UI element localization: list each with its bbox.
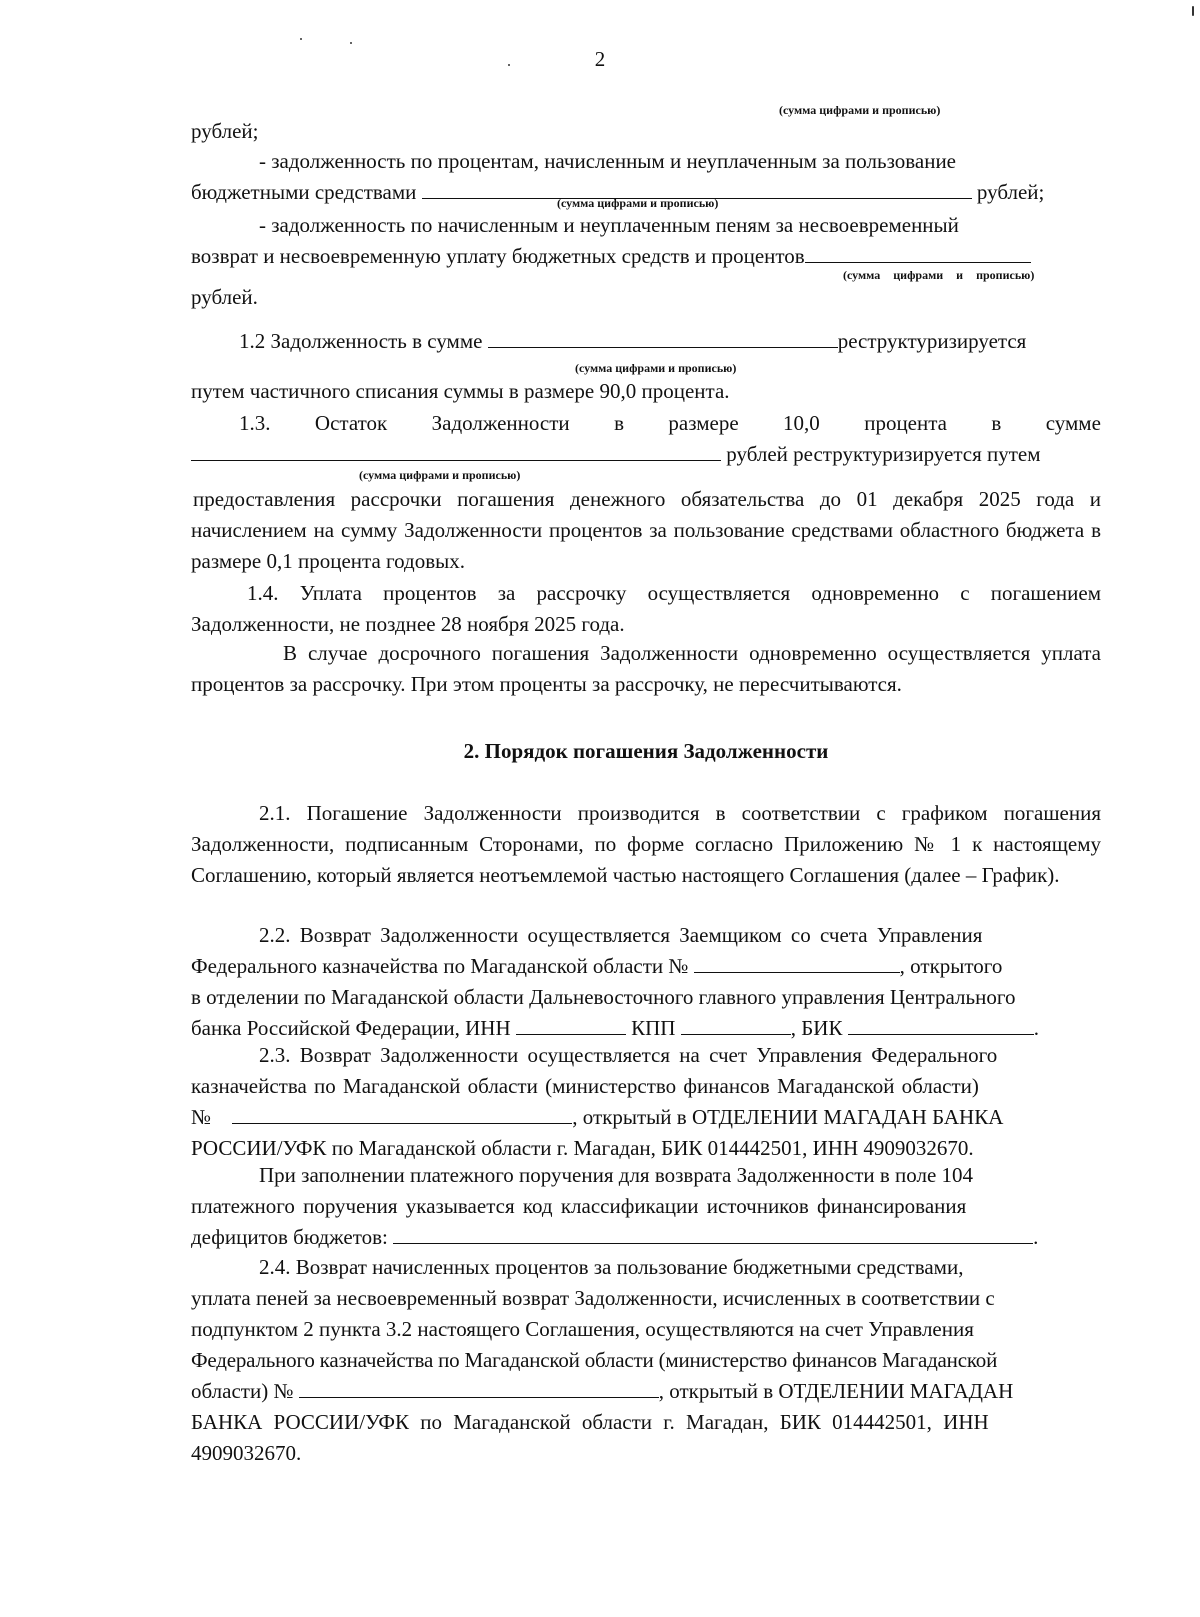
caption-sum: (сумма цифрами и прописью) <box>575 361 737 375</box>
text-fragment: рублей; <box>976 180 1045 204</box>
caption-sum: (сумма цифрами и прописью) <box>359 468 521 482</box>
paragraph-1-2 <box>191 326 1101 357</box>
blank-field <box>681 1014 791 1035</box>
text-line: в отделении по Магаданской области Дальневосточного главного управления Центрального <box>191 985 1016 1009</box>
paragraph-1-3-cont <box>191 484 1101 577</box>
blank-field <box>191 440 721 461</box>
paragraph-2-2 <box>191 920 1101 1044</box>
text-line: рублей. <box>191 285 258 309</box>
word: Задолженности <box>431 411 570 435</box>
blank-field <box>805 242 1031 263</box>
text-paragraph: В случае досрочного погашения Задолженности одновременно осуществляется уплата процентов за рассрочку. При этом проценты за рассрочку, не пересчитываются. <box>191 641 1101 696</box>
text-line: казначейства по Магаданской области (министерство финансов Магаданской области) <box>191 1074 979 1098</box>
text-fragment: реструктуризируется <box>837 329 1027 353</box>
blank-field <box>393 1223 1033 1244</box>
text-fragment: области) № <box>191 1379 294 1403</box>
text-fragment: , открытого <box>899 954 1003 978</box>
text-line: рублей; <box>191 119 259 143</box>
paragraph-2-1 <box>191 798 1101 891</box>
text-fragment: , открытый в ОТДЕЛЕНИИ МАГАДАН <box>658 1379 1014 1403</box>
text-line: подпунктом 2 пункта 3.2 настоящего Соглашения, осуществляются на счет Управления <box>191 1317 974 1341</box>
text-line: Федерального казначейства по Магаданской области (министерство финансов Магаданской <box>191 1348 998 1372</box>
text-line: БАНКА РОССИИ/УФК по Магаданской области г. Магадан, БИК 014442501, ИНН <box>191 1410 989 1434</box>
word: процента <box>864 411 947 435</box>
text-line: 2.2. Возврат Задолженности осуществляется Заемщиком со счета Управления <box>259 923 983 947</box>
page-number: 2 <box>594 47 606 71</box>
text-fragment: КПП <box>631 1016 676 1040</box>
paragraph-1-4-early <box>191 638 1101 700</box>
caption-sum: (сумма цифрами и прописью) <box>779 103 941 117</box>
text-line: уплата пеней за несвоевременный возврат Задолженности, исчисленных в соответствии с <box>191 1286 995 1310</box>
scan-speck <box>1192 6 1194 16</box>
text-paragraph: 2.1. Погашение Задолженности производится в соответствии с графиком погашения Задолженности, подписанным Сторонами, по форме согласно Приложению № 1 к настоящему Соглашению, который является неотъемлемой частью настоящего Соглашения (далее – График). <box>191 801 1101 887</box>
text-paragraph: предоставления рассрочки погашения денежного обязательства до 01 декабря 2025 года и начислением на сумму Задолженности процентов за пользование средствами областного бюджета в размере 0,1 процента годовых. <box>191 487 1101 573</box>
paragraph-2-3 <box>191 1040 1101 1164</box>
paragraph-1-2-cont <box>191 376 1101 407</box>
text-line <box>191 1102 1101 1133</box>
text-line <box>191 1376 1101 1407</box>
text-line <box>191 408 1101 439</box>
text-fragment: 1.2 Задолженность в сумме <box>239 329 483 353</box>
caption-sum: (сумма цифрами и прописью) <box>843 268 1035 282</box>
scan-speck <box>300 38 302 40</box>
text-line: платежного поручения указывается код классификации источников финансирования <box>191 1194 967 1218</box>
text-line <box>191 146 1101 177</box>
text-fragment: , БИК <box>790 1016 843 1040</box>
text-line: путем частичного списания суммы в размере 90,0 процента. <box>191 379 730 403</box>
blank-field <box>848 1014 1034 1035</box>
text-line: 2.4. Возврат начисленных процентов за пользование бюджетными средствами, <box>259 1255 964 1279</box>
paragraph-rubles-end <box>191 282 1101 313</box>
blank-field <box>488 327 838 348</box>
word: сумме <box>1045 411 1101 435</box>
text-line <box>191 1222 1101 1253</box>
paragraph-1-4 <box>191 578 1101 640</box>
word: 10,0 <box>783 411 820 435</box>
word: 1.3. <box>239 411 271 435</box>
text-fragment: дефицитов бюджетов: <box>191 1225 388 1249</box>
blank-field <box>694 952 900 973</box>
paragraph-payment-order <box>191 1160 1101 1253</box>
word: размере <box>668 411 739 435</box>
paragraph-2-4 <box>191 1252 1101 1469</box>
paragraph-1-3 <box>191 408 1101 470</box>
text-line <box>191 439 1101 470</box>
word: Остаток <box>314 411 388 435</box>
text-line: 2.3. Возврат Задолженности осуществляется на счет Управления Федерального <box>259 1043 998 1067</box>
text-fragment: . <box>1033 1225 1039 1249</box>
blank-field <box>299 1377 659 1398</box>
text-fragment: бюджетными средствами <box>191 180 417 204</box>
text-fragment: банка Российской Федерации, ИНН <box>191 1016 511 1040</box>
text-fragment: , открытый в ОТДЕЛЕНИИ МАГАДАН БАНКА <box>572 1105 1004 1129</box>
text-line: При заполнении платежного поручения для возврата Задолженности в поле 104 <box>259 1163 974 1187</box>
word: в <box>614 411 624 435</box>
section-title: 2. Порядок погашения Задолженности <box>463 739 829 763</box>
text-fragment: рублей реструктуризируется путем <box>726 442 1041 466</box>
text-line: 4909032670. <box>191 1441 302 1465</box>
text-line <box>191 951 1101 982</box>
caption-sum: (сумма цифрами и прописью) <box>557 196 719 210</box>
blank-field <box>516 1014 626 1035</box>
paragraph-penalty-debt <box>191 210 1101 272</box>
text-paragraph: 1.4. Уплата процентов за рассрочку осуществляется одновременно с погашением Задолженности, не позднее 28 ноября 2025 года. <box>191 581 1101 636</box>
text-fragment: возврат и несвоевременную уплату бюджетных средств и процентов <box>191 244 805 268</box>
text-line <box>191 326 1101 357</box>
text-fragment: Федерального казначейства по Магаданской области № <box>191 954 689 978</box>
text-line-content: - задолженность по процентам, начисленным и неуплаченным за пользование <box>259 149 956 173</box>
text-fragment: № <box>191 1105 212 1129</box>
blank-field <box>232 1103 572 1124</box>
text-line: - задолженность по начисленным и неуплаченным пеням за несвоевременный <box>259 213 959 237</box>
text-fragment: . <box>1033 1016 1039 1040</box>
text-line: РОССИИ/УФК по Магаданской области г. Магадан, БИК 014442501, ИНН 4909032670. <box>191 1136 974 1160</box>
paragraph-rubles <box>191 116 1101 147</box>
word: в <box>991 411 1002 435</box>
